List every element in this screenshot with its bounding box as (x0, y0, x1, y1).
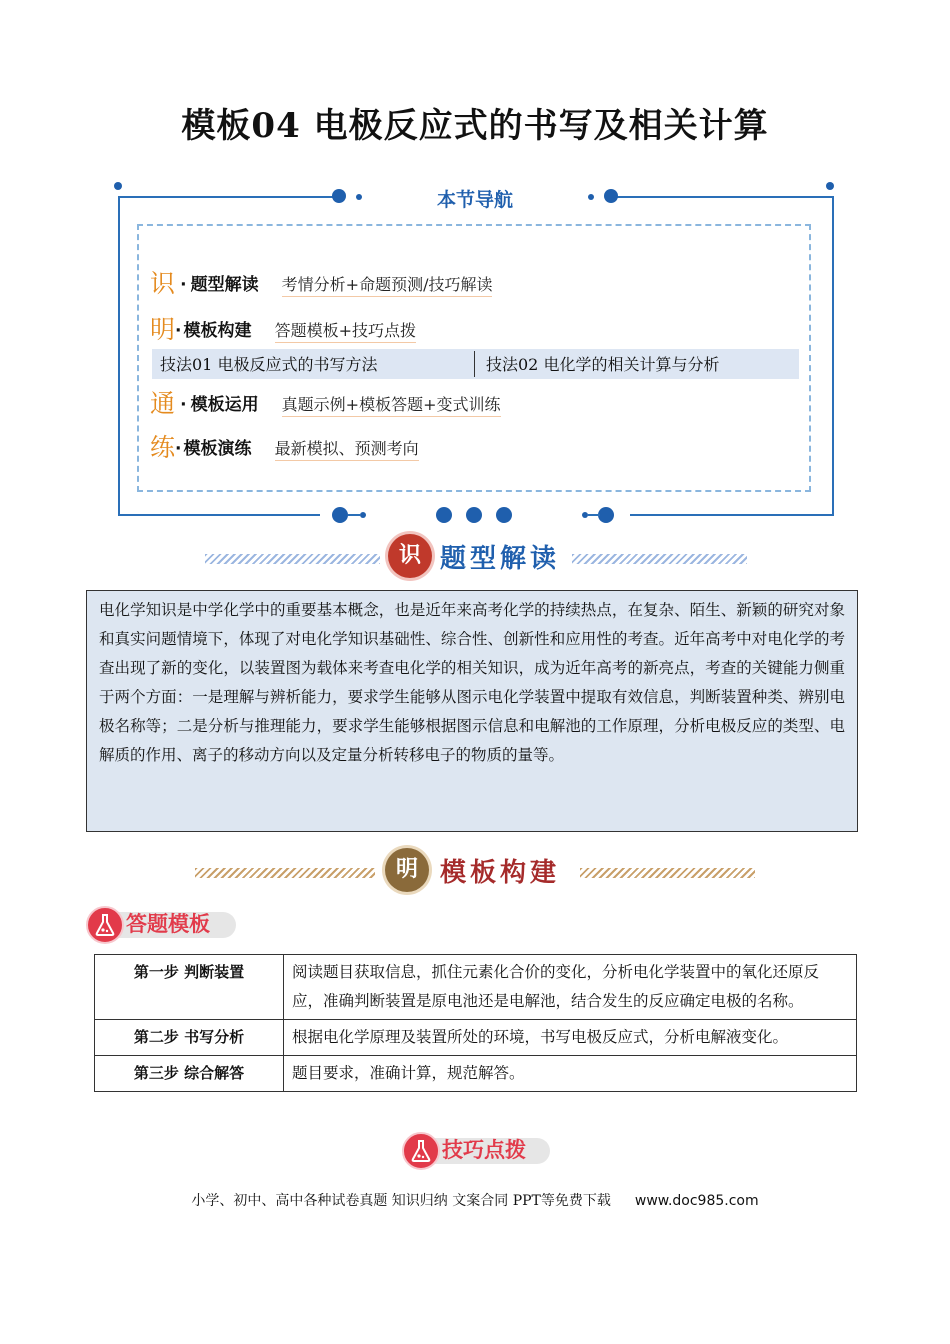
content-cell: 根据电化学原理及装置所处的环境，书写电极反应式，分析电解液变化。 (284, 1020, 857, 1056)
flask-icon (402, 1132, 440, 1170)
step-cell: 第二步 书写分析 (95, 1020, 284, 1056)
nav-dot (436, 507, 452, 523)
page-title: 模板04 电极反应式的书写及相关计算 (181, 106, 769, 146)
nav-row-apply (150, 384, 501, 420)
nav-dot (332, 507, 348, 523)
answer-template-table (94, 954, 857, 1092)
skill-item-2: 技法02 电化学的相关计算与分析 (486, 355, 720, 374)
flask-icon (86, 906, 124, 944)
table-row (95, 1020, 857, 1056)
heading-text: 答题模板 (126, 912, 210, 936)
nav-dot (360, 512, 366, 518)
banner-stripes (195, 868, 375, 878)
nav-row-sep: · (175, 321, 182, 341)
corner-dot (826, 182, 834, 190)
nav-row-desc: 考情分析+命题预测/技巧解读 (282, 275, 493, 297)
nav-dot (356, 194, 362, 200)
page-footer (0, 1190, 950, 1210)
banner-stripes (205, 554, 380, 564)
nav-row-char: 识 (150, 269, 176, 298)
nav-dot (598, 507, 614, 523)
nav-dot (604, 189, 618, 203)
table-row (95, 1056, 857, 1092)
banner-stripes (580, 868, 755, 878)
banner-title: 题型解读 (440, 544, 561, 574)
nav-top-line-left (118, 196, 338, 198)
step-cell: 第三步 综合解答 (95, 1056, 284, 1092)
banner-title: 模板构建 (440, 858, 561, 888)
banner-stripes (572, 554, 747, 564)
banner-seal: 识 (388, 534, 432, 578)
nav-dot (496, 507, 512, 523)
skill-divider (474, 351, 475, 377)
nav-bottom-link (348, 514, 360, 516)
nav-row-char: 通 (150, 389, 176, 418)
skill-item-1: 技法01 电极反应式的书写方法 (160, 355, 378, 374)
section-banner-question-type (0, 530, 950, 580)
footer-site-link[interactable]: www.doc985.com (634, 1193, 759, 1209)
nav-dot (466, 507, 482, 523)
nav-dot (332, 189, 346, 203)
section-banner-template-build (0, 846, 950, 896)
nav-row-desc: 最新模拟、预测考向 (275, 439, 419, 461)
nav-row-char: 练 (150, 433, 176, 462)
heading-text: 技巧点拨 (442, 1138, 526, 1162)
nav-row-identify (150, 264, 492, 300)
nav-row-label: 题型解读 (190, 275, 259, 295)
content-cell: 阅读题目获取信息，抓住元素化合价的变化，分析电化学装置中的氧化还原反应，准确判断装置是原电池还是电解池，结合发生的反应确定电极的名称。 (284, 955, 857, 1020)
step-cell: 第一步 判断装置 (95, 955, 284, 1020)
nav-row-understand (150, 310, 416, 346)
banner-seal: 明 (385, 848, 429, 892)
nav-row-label: 模板运用 (190, 395, 259, 415)
nav-row-sep: · (175, 439, 182, 459)
content-cell: 题目要求，准确计算，规范解答。 (284, 1056, 857, 1092)
nav-top-line-right (610, 196, 832, 198)
nav-row-desc: 答题模板+技巧点拨 (275, 321, 416, 343)
answer-template-heading (86, 906, 246, 946)
nav-row-desc: 真题示例+模板答题+变式训练 (282, 395, 501, 417)
nav-heading: 本节导航 (380, 185, 570, 212)
intro-paragraph-box: 电化学知识是中学化学中的重要基本概念，也是近年来高考化学的持续热点，在复杂、陌生、新颖的研究对象和真实问题情境下，体现了对电化学知识基础性、综合性、创新性和应用性的考查。近年高考中对电化学的考查出现了新的变化，以装置图为载体来考查电化学的相关知识，成为近年高考的新亮点，考查的关键能力侧重于两个方面：一是理解与辨析能力，要求学生能够从图示电化学装置中提取有效信息，判断装置种类、辨别电极名称等；二是分析与推理能力，要求学生能够根据图示信息和电解池的工作原理，分析电极反应的类型、电解质的作用、离子的移动方向以及定量分析转移电子的物质的量等。 (86, 590, 858, 832)
skills-bar (152, 349, 799, 379)
nav-row-sep: · (180, 275, 187, 295)
nav-dot (588, 194, 594, 200)
table-row (95, 955, 857, 1020)
nav-row-char: 明 (150, 315, 176, 344)
nav-row-practice (150, 428, 419, 464)
tips-heading (402, 1132, 562, 1172)
nav-row-label: 模板构建 (183, 321, 252, 341)
nav-row-label: 模板演练 (183, 439, 252, 459)
footer-text: 小学、初中、高中各种试卷真题 知识归纳 文案合同 PPT等免费下载 (191, 1193, 611, 1209)
nav-row-sep: · (180, 395, 187, 415)
nav-bottom-link (588, 514, 600, 516)
corner-dot (114, 182, 122, 190)
